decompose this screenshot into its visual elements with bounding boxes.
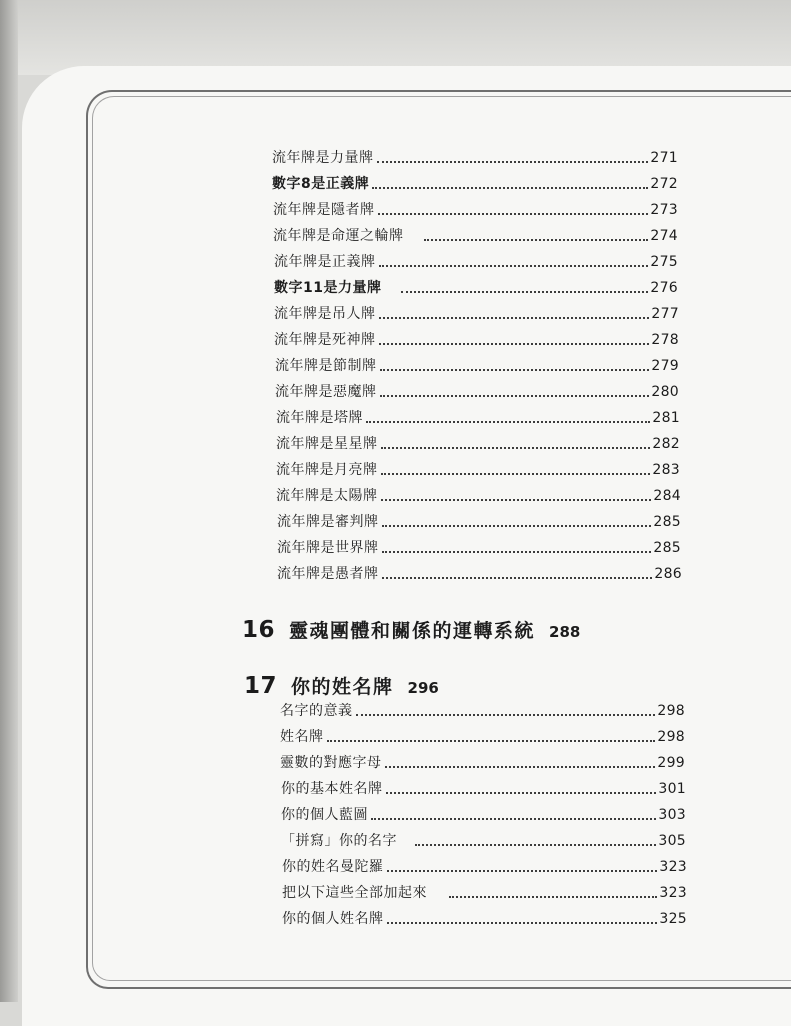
toc-entry-title: 流年牌是節制牌 <box>275 358 377 374</box>
toc-entry-page: 285 <box>653 514 681 530</box>
toc-entry-page: 283 <box>652 462 680 478</box>
toc-entry[interactable] <box>277 511 681 533</box>
toc-entry-title: 流年牌是星星牌 <box>276 436 378 452</box>
toc-leader-dots <box>401 288 648 293</box>
chapter-number: 16 <box>242 617 276 643</box>
toc-entry-page: 323 <box>659 859 687 875</box>
toc-entry-title: 流年牌是死神牌 <box>274 332 376 348</box>
toc-entry[interactable] <box>275 355 679 377</box>
toc-entry-title: 數字11是力量牌 <box>274 280 382 296</box>
toc-leader-dots <box>377 158 649 163</box>
toc-entry[interactable] <box>282 908 687 930</box>
toc-entry-page: 301 <box>658 781 686 797</box>
toc-leader-dots <box>381 470 651 475</box>
toc-entry[interactable] <box>282 882 687 904</box>
toc-leader-dots <box>380 366 650 371</box>
toc-entry[interactable] <box>276 459 680 481</box>
toc-entry-title: 流年牌是塔牌 <box>276 410 363 426</box>
toc-entry-title: 數字8是正義牌 <box>272 176 370 192</box>
toc-leader-dots <box>366 418 650 423</box>
toc-leader-dots <box>382 574 653 579</box>
chapter-17-heading[interactable] <box>244 672 439 699</box>
toc-entry-title: 「拼寫」你的名字 <box>281 833 397 849</box>
toc-entry-title: 流年牌是太陽牌 <box>276 488 378 504</box>
toc-entry-page: 298 <box>657 703 685 719</box>
chapter-16-heading[interactable] <box>242 616 580 643</box>
toc-entry-page: 325 <box>659 911 687 927</box>
toc-leader-dots <box>379 262 649 267</box>
toc-entry[interactable] <box>276 485 681 507</box>
toc-entry-page: 275 <box>650 254 678 270</box>
toc-entry-page: 299 <box>657 755 685 771</box>
toc-entry-title: 你的基本姓名牌 <box>281 781 383 797</box>
toc-entry-title: 流年牌是隱者牌 <box>273 202 375 218</box>
toc-entry[interactable] <box>276 433 680 455</box>
toc-entry[interactable] <box>273 199 678 221</box>
toc-entry-title: 流年牌是吊人牌 <box>274 306 376 322</box>
chapter-page: 288 <box>549 623 581 641</box>
toc-leader-dots <box>386 789 657 794</box>
toc-entry[interactable] <box>273 225 678 247</box>
toc-leader-dots <box>415 841 656 846</box>
toc-entry-page: 276 <box>650 280 678 296</box>
toc-entry[interactable] <box>272 147 678 169</box>
toc-entry-page: 285 <box>653 540 681 556</box>
toc-entry-page: 282 <box>652 436 680 452</box>
toc-entry-page: 281 <box>652 410 680 426</box>
toc-leader-dots <box>381 496 652 501</box>
toc-leader-dots <box>387 919 658 924</box>
toc-leader-dots <box>449 893 657 898</box>
toc-entry[interactable] <box>280 752 685 774</box>
toc-entry-page: 286 <box>654 566 682 582</box>
toc-entry[interactable] <box>274 329 679 351</box>
toc-leader-dots <box>381 444 651 449</box>
chapter-title: 靈魂團體和關係的運轉系統 <box>289 620 536 642</box>
toc-leader-dots <box>356 711 656 716</box>
chapter-page: 296 <box>407 679 439 697</box>
toc-entry[interactable] <box>281 804 686 826</box>
toc-leader-dots <box>327 737 656 742</box>
toc-entry-title: 你的個人姓名牌 <box>282 911 384 927</box>
toc-entry-title: 流年牌是命運之輪牌 <box>273 228 404 244</box>
toc-entry-page: 274 <box>650 228 678 244</box>
scan-shadow-left <box>0 0 18 1002</box>
toc-entry-title: 流年牌是力量牌 <box>272 150 374 166</box>
toc-entry-title: 名字的意義 <box>280 703 353 719</box>
toc-entry[interactable] <box>274 303 679 325</box>
toc-entry-page: 277 <box>651 306 679 322</box>
toc-leader-dots <box>382 548 652 553</box>
toc-entry-page: 278 <box>651 332 679 348</box>
toc-entry-page: 273 <box>650 202 678 218</box>
toc-entry[interactable] <box>281 830 686 852</box>
scan-shadow-top <box>0 0 791 75</box>
toc-entry[interactable] <box>277 537 681 559</box>
toc-entry-title: 靈數的對應字母 <box>280 755 382 771</box>
chapter-number: 17 <box>244 673 278 699</box>
toc-leader-dots <box>371 815 656 820</box>
toc-entry[interactable] <box>281 778 686 800</box>
toc-entry-title: 你的個人藍圖 <box>281 807 368 823</box>
toc-leader-dots <box>378 210 649 215</box>
toc-entry[interactable] <box>272 173 678 195</box>
toc-entry-title: 把以下這些全部加起來 <box>282 885 427 901</box>
toc-entry[interactable] <box>280 726 685 748</box>
toc-entry-page: 303 <box>658 807 686 823</box>
toc-entry[interactable] <box>277 563 682 585</box>
toc-entry-page: 271 <box>650 150 678 166</box>
toc-entry-page: 298 <box>657 729 685 745</box>
toc-leader-dots <box>382 522 652 527</box>
toc-entry-page: 284 <box>653 488 681 504</box>
toc-entry-page: 323 <box>659 885 687 901</box>
toc-entry-title: 流年牌是正義牌 <box>274 254 376 270</box>
toc-entry-page: 280 <box>651 384 679 400</box>
toc-entry-title: 流年牌是愚者牌 <box>277 566 379 582</box>
toc-entry[interactable] <box>276 407 680 429</box>
toc-entry-title: 你的姓名曼陀羅 <box>282 859 384 875</box>
toc-entry-title: 流年牌是審判牌 <box>277 514 379 530</box>
toc-entry-page: 305 <box>658 833 686 849</box>
toc-entry[interactable] <box>282 856 687 878</box>
toc-leader-dots <box>387 867 658 872</box>
toc-leader-dots <box>379 314 650 319</box>
toc-entry-page: 272 <box>650 176 678 192</box>
toc-entry-title: 姓名牌 <box>280 729 324 745</box>
toc-leader-dots <box>424 236 649 241</box>
toc-entry[interactable] <box>275 381 679 403</box>
toc-leader-dots <box>379 340 650 345</box>
toc-leader-dots <box>380 392 650 397</box>
toc-leader-dots <box>385 763 656 768</box>
toc-entry-title: 流年牌是惡魔牌 <box>275 384 377 400</box>
chapter-title: 你的姓名牌 <box>291 676 394 698</box>
toc-entry[interactable] <box>274 277 678 299</box>
toc-leader-dots <box>372 184 648 189</box>
toc-entry-page: 279 <box>651 358 679 374</box>
toc-entry-title: 流年牌是月亮牌 <box>276 462 378 478</box>
toc-entry-title: 流年牌是世界牌 <box>277 540 379 556</box>
toc-entry[interactable] <box>274 251 678 273</box>
toc-entry[interactable] <box>280 700 685 722</box>
